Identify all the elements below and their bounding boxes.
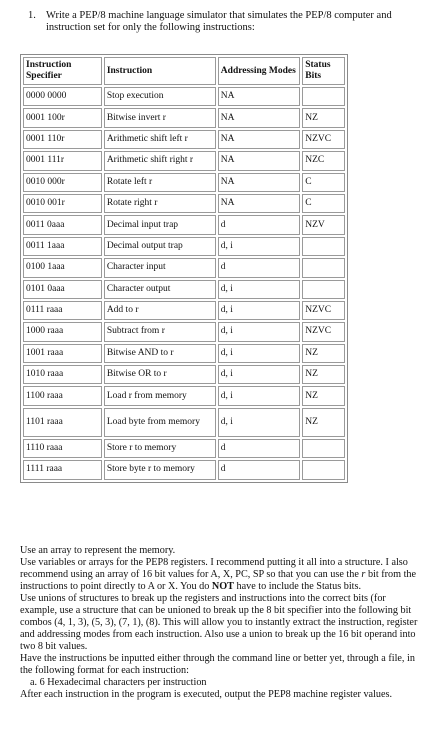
registers-paragraph [20,557,425,593]
addressing-cell: d, i [218,301,300,320]
r-bit-term: r [361,569,366,580]
instruction-cell: Store byte r to memory [104,460,216,479]
specifier-cell: 0010 001r [23,194,102,213]
specifier-cell: 1001 raaa [23,344,102,363]
header-instruction-specifier: Instruction Specifier [23,57,102,85]
registers-text-part-1: Use variables or arrays for the PEP8 registers. I recommend putting it all into a structure. I also recommend using an array of 16 bit values for A, X, PC, SP so that you can use the [20,557,408,580]
instruction-table [20,54,348,483]
header-status-bits: Status Bits [302,57,345,85]
status-cell: C [302,173,345,192]
specifier-cell: 0011 0aaa [23,215,102,234]
instruction-cell: Load r from memory [104,386,216,405]
table-row [23,151,345,170]
instruction-cell: Bitwise invert r [104,108,216,127]
instruction-cell: Bitwise AND to r [104,344,216,363]
table-row [23,301,345,320]
table-row [23,344,345,363]
status-cell [302,280,345,299]
instruction-cell: Store r to memory [104,439,216,458]
addressing-cell: NA [218,130,300,149]
table-row [23,194,345,213]
addressing-cell: d, i [218,280,300,299]
header-addressing-modes: Addressing Modes [218,57,300,85]
addressing-cell: d [218,439,300,458]
specifier-cell: 1101 raaa [23,408,102,437]
table-row [23,108,345,127]
addressing-cell: d, i [218,386,300,405]
addressing-cell: NA [218,173,300,192]
status-cell: NZ [302,108,345,127]
status-cell [302,460,345,479]
addressing-cell: d, i [218,408,300,437]
status-cell: NZ [302,344,345,363]
instruction-cell: Add to r [104,301,216,320]
table-row [23,439,345,458]
specifier-cell: 1010 raaa [23,365,102,384]
instruction-cell: Arithmetic shift left r [104,130,216,149]
addressing-cell: d, i [218,322,300,341]
specifier-cell: 0001 111r [23,151,102,170]
status-cell: NZVC [302,322,345,341]
status-cell: NZV [302,215,345,234]
specifier-cell: 0100 1aaa [23,258,102,277]
addressing-cell: d, i [218,365,300,384]
specifier-cell: 0001 110r [23,130,102,149]
question-text: Write a PEP/8 machine language simulator that simulates the PEP/8 computer and instruction set for only the following instructions: [46,10,392,33]
instruction-cell: Character input [104,258,216,277]
addressing-cell: NA [218,151,300,170]
input-paragraph: Have the instructions be inputted either through the command line or better yet, through a file, in the following format for each instruction: [20,653,415,676]
instruction-cell: Subtract from r [104,322,216,341]
status-cell [302,258,345,277]
status-cell: NZ [302,408,345,437]
status-cell: NZ [302,386,345,405]
table-row [23,87,345,106]
specifier-cell: 0101 0aaa [23,280,102,299]
status-cell [302,87,345,106]
specifier-cell: 0000 0000 [23,87,102,106]
addressing-cell: d [218,258,300,277]
instruction-cell: Bitwise OR to r [104,365,216,384]
unions-paragraph: Use unions of structures to break up the registers and instructions into the correct bits (for example, use a structure that can be unioned to break up the 8 bit specifier into the following bit combos (4, 1, 3), (5, 3), (7, 1), (8). This will allow you to instantly extract the instruction, register and addressing modes from each instruction. Also use a union to break up the 16 bit operand into two 8 bit values. [20,593,418,652]
header-instruction: Instruction [104,57,216,85]
table-row [23,280,345,299]
addressing-cell: d [218,460,300,479]
status-cell: C [302,194,345,213]
specifier-cell: 1111 raaa [23,460,102,479]
instruction-cell: Rotate left r [104,173,216,192]
specifier-cell: 0010 000r [23,173,102,192]
status-cell: NZVC [302,301,345,320]
specifier-cell: 0001 100r [23,108,102,127]
addressing-cell: NA [218,87,300,106]
table-row [23,173,345,192]
addressing-cell: NA [218,108,300,127]
table-row [23,322,345,341]
addressing-cell: d [218,215,300,234]
instruction-cell: Arithmetic shift right r [104,151,216,170]
instruction-cell: Stop execution [104,87,216,106]
status-cell: NZVC [302,130,345,149]
instruction-cell: Character output [104,280,216,299]
status-cell [302,237,345,256]
question-number: 1. [28,10,36,21]
list-item: a. 6 Hexadecimal characters per instruction [30,677,207,688]
status-cell: NZC [302,151,345,170]
instructions-text [20,545,425,701]
table-row [23,237,345,256]
table-row [23,386,345,405]
addressing-cell: d, i [218,344,300,363]
addressing-cell: NA [218,194,300,213]
specifier-cell: 1100 raaa [23,386,102,405]
table-row [23,258,345,277]
instruction-cell: Load byte from memory [104,408,216,437]
table-row [23,130,345,149]
table-row [23,365,345,384]
specifier-cell: 1110 raaa [23,439,102,458]
addressing-cell: d, i [218,237,300,256]
specifier-cell: 0011 1aaa [23,237,102,256]
instruction-cell: Rotate right r [104,194,216,213]
instruction-cell: Decimal input trap [104,215,216,234]
output-paragraph: After each instruction in the program is executed, output the PEP8 machine register values. [20,689,393,700]
specifier-cell: 0111 raaa [23,301,102,320]
not-emphasis: NOT [211,581,234,592]
registers-text-part-2: bit from the instructions to point directly to A or X. You do [20,569,417,592]
memory-paragraph: Use an array to represent the memory. [20,545,176,556]
table-header-row [23,57,345,85]
registers-text-part-3: have to include the Status bits. [233,581,361,592]
status-cell [302,439,345,458]
specifier-cell: 1000 raaa [23,322,102,341]
instruction-cell: Decimal output trap [104,237,216,256]
table-row [23,215,345,234]
table-row [23,408,345,437]
status-cell: NZ [302,365,345,384]
table-row [23,460,345,479]
